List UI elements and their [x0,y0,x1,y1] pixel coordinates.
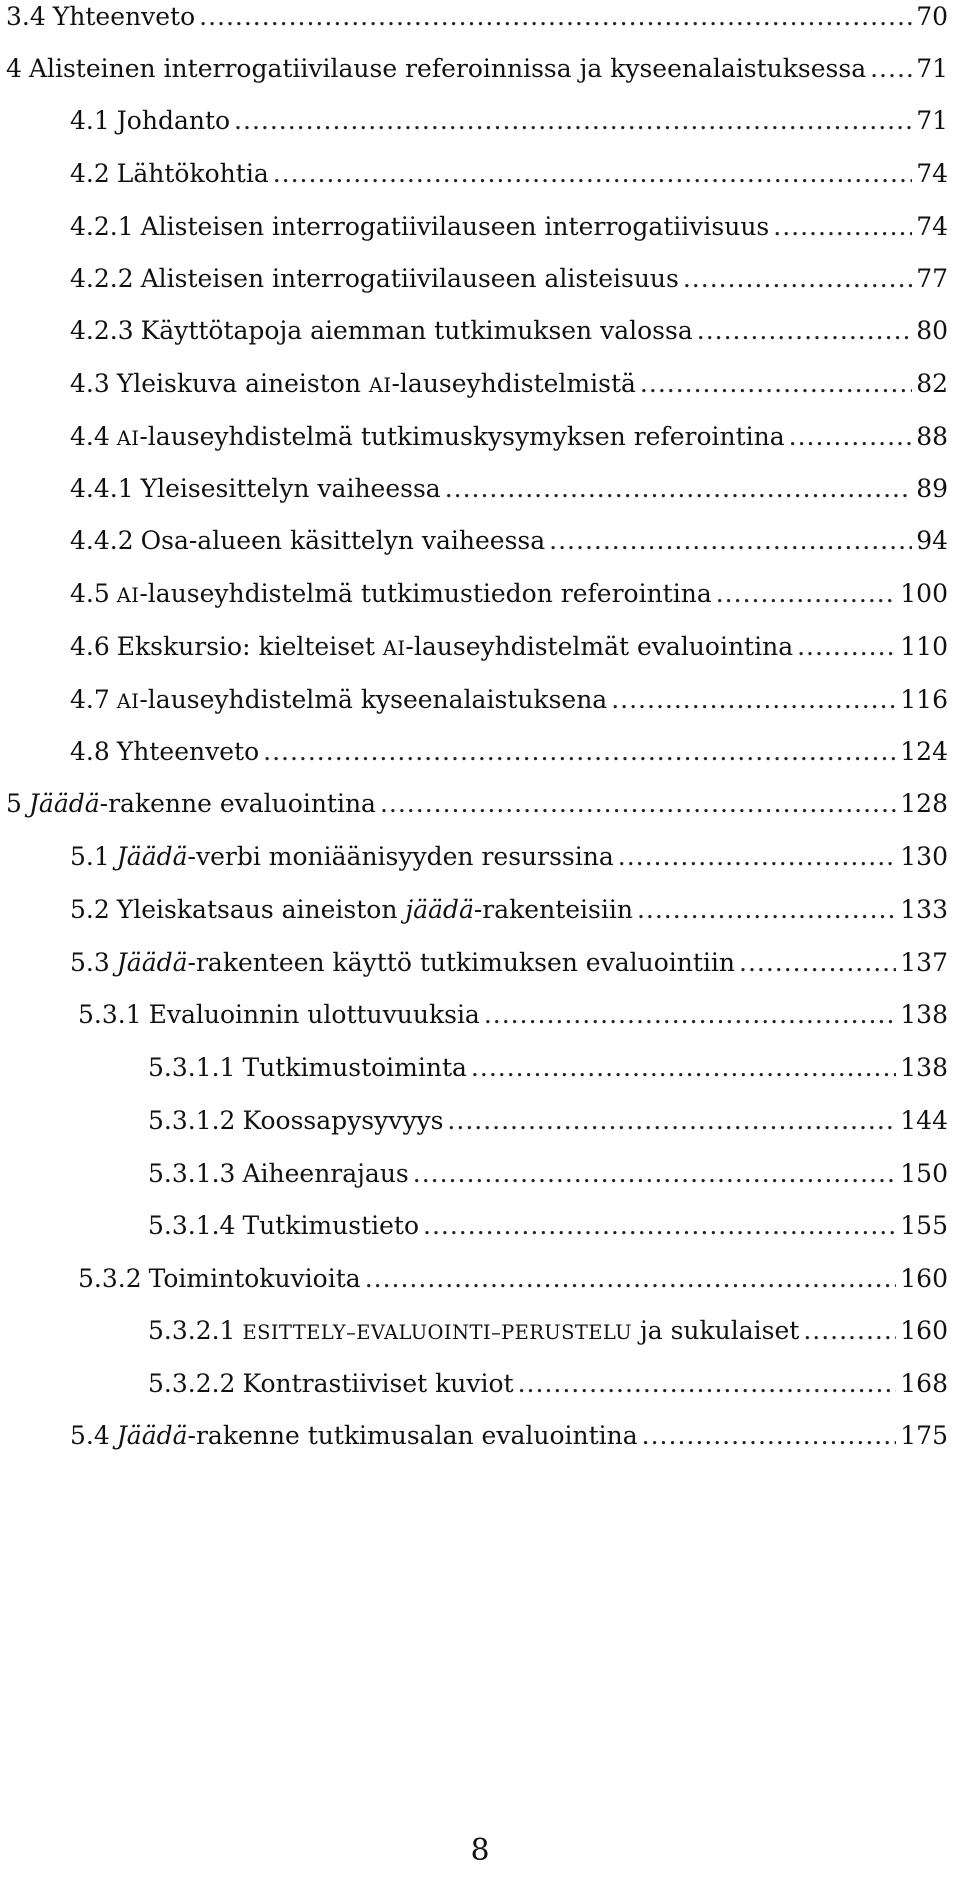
dot-leader [797,630,896,664]
toc-entry [148,1104,948,1140]
dot-leader [637,893,896,927]
dot-leader [234,104,912,138]
toc-entry-page: 88 [916,422,948,451]
dot-leader [789,420,913,454]
toc-entry-page: 74 [916,212,948,241]
toc-entry-title: Tutkimustieto [242,1211,420,1240]
toc-entry-title: Alisteinen interrogatiivilause referoinnissa ja kyseenalaistuksessa [28,54,867,83]
toc-entry-title: Jäädä-rakenne tutkimusalan evaluointina [116,1421,638,1450]
toc-entry-page: 89 [916,474,948,503]
toc-entry [70,262,948,298]
toc-entry-title: Evaluoinnin ulottuvuuksia [148,1000,480,1029]
toc-entry-title: Alisteisen interrogatiivilauseen interrogatiivisuus [140,212,770,241]
toc-entry-page: 168 [900,1369,948,1398]
toc-entry-number: 4.2.2 [70,264,134,293]
dot-leader [611,683,896,717]
toc-entry-page: 70 [916,2,948,31]
toc-entry-number: 5.3.2.2 [148,1369,236,1398]
toc-entry [6,0,948,36]
page-number: 8 [470,1833,490,1868]
toc-entry-number: 4.4 [70,422,110,451]
toc-entry-number: 4.4.2 [70,526,134,555]
dot-leader [549,524,912,558]
toc-entry-page: 94 [916,526,948,555]
toc-entry-title: Yhteenveto [52,2,196,31]
toc-entry [148,1209,948,1245]
dot-leader [683,262,912,296]
toc-entry-title: Yleiskatsaus aineiston jäädä-rakenteisiin [116,895,633,924]
toc-entry-title: Aiheenrajaus [242,1159,409,1188]
toc-entry-page: 133 [900,895,948,924]
toc-entry-title: AI-lauseyhdistelmä kyseenalaistuksena [116,685,608,714]
toc-entry-number: 4.6 [70,632,110,661]
dot-leader [870,52,912,86]
toc-entry-page: 124 [900,737,948,766]
dot-leader [445,472,912,506]
toc-entry-page: 150 [900,1159,948,1188]
toc-entry [70,577,948,613]
toc-entry-number: 5.1 [70,842,110,871]
toc-entry [70,420,948,456]
dot-leader [716,577,897,611]
toc-entry-title: Johdanto [116,106,231,135]
toc-entry [78,1262,948,1298]
toc-entry-title: Lähtökohtia [116,159,269,188]
toc-entry-title: Yleisesittelyn vaiheessa [140,474,441,503]
toc-entry-page: 77 [916,264,948,293]
dot-leader [413,1157,897,1191]
toc-entry [70,630,948,666]
toc-entry [70,683,948,719]
dot-leader [199,0,912,34]
toc-entry [70,893,948,929]
toc-entry [70,946,948,982]
toc-entry-title: Tutkimustoiminta [242,1053,467,1082]
toc-entry-title: Yhteenveto [116,737,260,766]
toc-entry-title: Kontrastiiviset kuviot [242,1369,514,1398]
toc-entry-number: 5.3.2 [78,1264,142,1293]
toc-entry-page: 110 [900,632,948,661]
toc-entry-title: Käyttötapoja aiemman tutkimuksen valossa [140,316,693,345]
dot-leader [263,735,896,769]
toc-entry-page: 138 [900,1000,948,1029]
toc-entry-page: 80 [916,316,948,345]
toc-entry [70,104,948,140]
dot-leader [640,367,912,401]
toc-entry-page: 100 [900,579,948,608]
toc-entry-number: 4.2.1 [70,212,134,241]
toc-entry-title: AI-lauseyhdistelmä tutkimuskysymyksen referointina [116,422,785,451]
toc-entry-number: 5.3 [70,948,110,977]
toc-entry [70,472,948,508]
toc-entry-number: 5.3.1.4 [148,1211,236,1240]
dot-leader [423,1209,896,1243]
toc-entry-number: 5.3.1.1 [148,1053,236,1082]
dot-leader [484,998,896,1032]
dot-leader [739,946,896,980]
toc-entry [70,210,948,246]
toc-entry-number: 5.4 [70,1421,110,1450]
toc-entry-number: 4.1 [70,106,110,135]
toc-entry-title: Osa-alueen käsittelyn vaiheessa [140,526,546,555]
toc-entry-title: Jäädä-rakenne evaluointina [28,789,376,818]
toc-entry-number: 4.7 [70,685,110,714]
toc-entry [70,840,948,876]
toc-entry [70,735,948,771]
toc-entry-title: ESITTELY–EVALUOINTI–PERUSTELU ja sukulaiset [242,1316,800,1345]
toc-entry-number: 4.8 [70,737,110,766]
toc-entry-number: 5.3.2.1 [148,1316,236,1345]
toc-entry [148,1157,948,1193]
toc-entry [148,1367,948,1403]
toc-entry-title: Jäädä-rakenteen käyttö tutkimuksen evaluointiin [116,948,735,977]
toc-entry-page: 160 [900,1316,948,1345]
toc-entry-title: Koossapysyvyys [242,1106,444,1135]
toc-entry-page: 128 [900,789,948,818]
toc-entry-page: 71 [916,106,948,135]
toc-entry-number: 4.2.3 [70,316,134,345]
dot-leader [447,1104,896,1138]
toc-entry-page: 175 [900,1421,948,1450]
toc-entry-page: 130 [900,842,948,871]
dot-leader [273,157,912,191]
toc-entry-number: 4.3 [70,369,110,398]
toc-entry-number: 5 [6,789,22,818]
toc-entry-number: 4.2 [70,159,110,188]
toc-entry-number: 3.4 [6,2,46,31]
toc-entry [70,1419,948,1455]
toc-entry [78,998,948,1034]
dot-leader [773,210,912,244]
toc-entry-number: 5.3.1.2 [148,1106,236,1135]
toc-entry-page: 138 [900,1053,948,1082]
toc-entry-number: 4.5 [70,579,110,608]
toc-entry-number: 4.4.1 [70,474,134,503]
toc-entry-title: Ekskursio: kielteiset AI-lauseyhdistelmät evaluointina [116,632,794,661]
toc-entry-number: 5.3.1 [78,1000,142,1029]
toc-entry [70,157,948,193]
toc-entry [70,314,948,350]
toc-entry-page: 144 [900,1106,948,1135]
toc-entry-title: Alisteisen interrogatiivilauseen alisteisuus [140,264,679,293]
toc-entry-page: 137 [900,948,948,977]
toc-entry-number: 4 [6,54,22,83]
toc-entry [70,367,948,403]
toc-entry [148,1051,948,1087]
dot-leader [803,1314,896,1348]
toc-entry-number: 5.2 [70,895,110,924]
dot-leader [618,840,897,874]
toc-entry-page: 155 [900,1211,948,1240]
toc-entry-page: 116 [900,685,948,714]
dot-leader [697,314,912,348]
toc-entry-title: AI-lauseyhdistelmä tutkimustiedon referointina [116,579,712,608]
toc-entry [6,787,948,823]
toc-entry-title: Toimintokuvioita [148,1264,361,1293]
toc-entry [70,524,948,560]
dot-leader [380,787,896,821]
toc-entry-title: Jäädä-verbi moniäänisyyden resurssina [116,842,614,871]
dot-leader [471,1051,896,1085]
toc-entry [6,52,948,88]
toc-entry-page: 82 [916,369,948,398]
toc-entry-number: 5.3.1.3 [148,1159,236,1188]
dot-leader [365,1262,897,1296]
toc-entry-page: 160 [900,1264,948,1293]
dot-leader [642,1419,897,1453]
toc-entry-page: 74 [916,159,948,188]
toc-entry-page: 71 [916,54,948,83]
toc-entry [148,1314,948,1350]
toc-entry-title: Yleiskuva aineiston AI-lauseyhdistelmistä [116,369,636,398]
dot-leader [518,1367,897,1401]
